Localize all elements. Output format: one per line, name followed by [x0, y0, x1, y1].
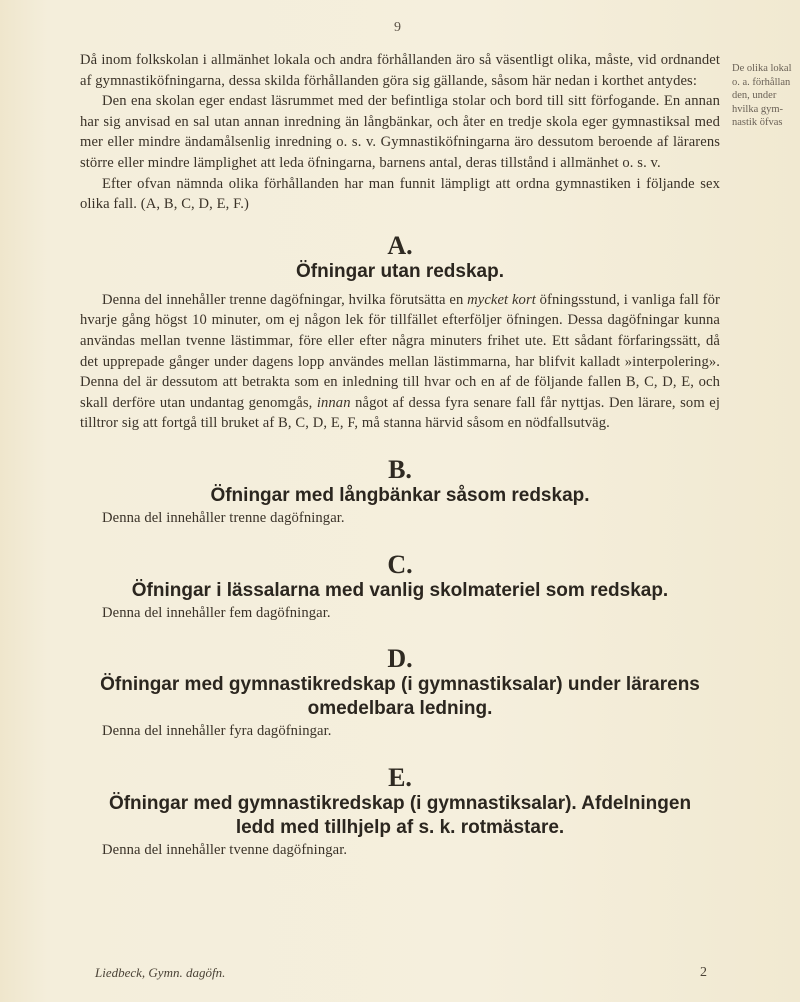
intro-paragraph-2: Den ena skolan eger endast läsrummet med der befintliga stolar och bord till sitt förfogande. En annan har sig anvisad en sal utan annan inredning än långbänkar, och åter en tredje skola eger gymnastiksal med mer eller mindre ändamålsenlig inredning o. s. v. Gymnastiköfningarna äro dessutom beroende af lärarens större eller mindre lämplighet att leda öfningarna, barnens antal, deras tillstånd i allmänhet o. s. v.: [80, 93, 720, 171]
section-b-body: Denna del innehåller trenne dagöfningar.: [102, 509, 345, 526]
section-e-letter: E.: [388, 762, 412, 792]
section-b-letter: B.: [388, 454, 412, 484]
section-c-body: Denna del innehåller fem dagöfningar.: [102, 604, 331, 621]
intro-paragraph-3: Efter ofvan nämnda olika förhållanden har man funnit lämpligt att ordna gymnastiken i följande sex olika fall. (A, B, C, D, E, F.): [80, 175, 720, 213]
section-d-heading-line2: omedelbara ledning.: [307, 698, 493, 720]
margin-note-line: De olika lokal: [732, 63, 792, 74]
section-b-heading: Öfningar med långbänkar såsom redskap.: [210, 484, 590, 506]
margin-note-line: o. a. förhållan: [732, 76, 791, 88]
margin-note-line: den, under: [732, 90, 777, 101]
section-d-body: Denna del innehåller fyra dagöfningar.: [102, 723, 332, 740]
section-a-body-em2: innan: [316, 394, 351, 411]
margin-note-line: nastik öfvas: [732, 117, 783, 128]
section-a-body-mid: öfningsstund, i vanliga fall för hvarje gång högst 10 minuter, om ej någon lek för tillfället efterföljer öfningen. Dessa dagöfningar kunna användas mellan tvenne lästimmar, före eller efter några minuters frihet ute. Ett sådant förfaringssätt, då det upprepade gånger under dagens lopp användes mellan lästimmarna, har blifvit kalladt »interpolering». Denna del är dessutom att betrakta som en inledning till hvar och en af de följande fallen B, C, D, E, och skall derföre utan undantag genomgås,: [80, 291, 720, 411]
section-a-body-pre: Denna del innehåller trenne dagöfningar, hvilka förutsätta en: [102, 291, 468, 308]
main-text: [80, 50, 720, 860]
page-number: 9: [394, 20, 401, 35]
section-e-heading-line2: ledd med tillhjelp af s. k. rotmästare.: [235, 816, 565, 838]
section-a-body-em: mycket kort: [467, 291, 536, 308]
section-a-body: [80, 290, 720, 434]
section-c-letter: C.: [387, 549, 413, 579]
intro-paragraph-1: Då inom folkskolan i allmänhet lokala och andra förhållanden äro så väsentligt olika, måste, vid ordnandet af gymnastiköfningarna, dessa skilda förhållanden göra sig gällande, såsom här nedan i korthet antydes:: [80, 52, 720, 89]
margin-note: [732, 62, 800, 130]
footer-signature-mark: 2: [700, 965, 707, 980]
section-c-heading: Öfningar i lässalarna med vanlig skolmateriel som redskap.: [131, 579, 669, 601]
section-d-heading-line1: Öfningar med gymnastikredskap (i gymnastiksalar) under lärarens: [100, 674, 700, 696]
section-a-heading: Öfningar utan redskap.: [296, 260, 504, 282]
section-e-body: Denna del innehåller tvenne dagöfningar.: [102, 841, 348, 858]
footer-citation: Liedbeck, Gymn. dagöfn.: [95, 965, 226, 980]
section-a-body-post: något af dessa fyra senare fall får nyttjas. Den lärare, som ej tilltror sig att fortgå till bruket af B, C, D, E, F, må stanna härvid såsom en nödfallsutväg.: [80, 394, 720, 432]
section-e-heading-line1: Öfningar med gymnastikredskap (i gymnastiksalar). Afdelningen: [108, 792, 692, 814]
section-a-letter: A.: [387, 230, 413, 260]
section-d-letter: D.: [387, 644, 413, 674]
margin-note-line: hvilka gym-: [732, 103, 784, 115]
